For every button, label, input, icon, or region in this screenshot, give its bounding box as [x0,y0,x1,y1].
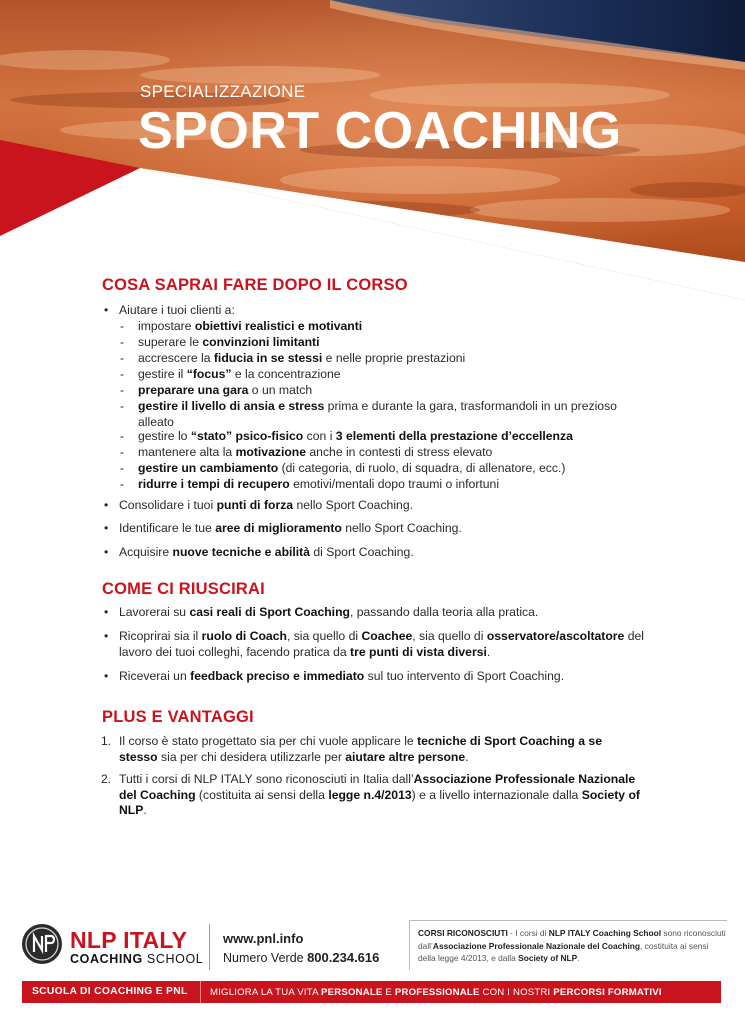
dash-marker: - [120,319,124,333]
bullet-dot: • [104,498,109,512]
list-item: Consolidare i tuoi punti di forza nello Sport Coaching. [119,498,413,512]
list-item: Riceverai un feedback preciso e immediato sul tuo intervento di Sport Coaching. [119,669,565,683]
section-heading-advantages: PLUS E VANTAGGI [102,708,254,726]
bullet-dot: • [104,521,109,535]
list-item: Ricoprirai sia il ruolo di Coach, sia quello di Coachee, sia quello di osservatore/ascoltatore del lavoro dei tuoi colleghi, facendo pratica da tre punti di vista diversi. [119,629,644,659]
list-item: preparare una gara o un match [138,383,313,397]
list-item: gestire lo “stato” psico-fisico con i 3 elementi della prestazione d’eccellenza [138,429,573,443]
recognized-courses-note: CORSI RICONOSCIUTI - I corsi di NLP ITALY Coaching School sono riconosciuti dall’Associazione Professionale Nazionale del Coaching, costituita ai sensi della legge 4/2013, e dalla Society of NLP. [409,920,727,970]
footer-banner [22,981,721,1003]
list-item: gestire un cambiamento (di categoria, di ruolo, di squadra, di allenatore, ecc.) [138,461,566,475]
toll-free-number[interactable] [223,950,379,965]
bullet-dot: • [104,303,109,317]
dash-marker: - [120,445,124,459]
section-heading-outcomes: COSA SAPRAI FARE DOPO IL CORSO [102,276,408,294]
phone-number: 800.234.616 [307,950,380,965]
bullet-dot: • [104,669,109,683]
list-item: gestire il livello di ansia e stress prima e durante la gara, trasformandoli in un prezioso alleato [138,399,617,429]
dash-marker: - [120,461,124,475]
section-heading-method: COME CI RIUSCIRAI [102,580,265,598]
dash-marker: - [120,367,124,381]
list-item: accrescere la fiducia in se stessi e nelle proprie prestazioni [138,351,466,365]
list-item: Identificare le tue aree di miglioramento nello Sport Coaching. [119,521,462,535]
hero-title: SPORT COACHING [138,102,622,160]
list-item: Lavorerai su casi reali di Sport Coaching, passando dalla teoria alla pratica. [119,605,539,619]
dash-marker: - [120,477,124,491]
list-item: ridurre i tempi di recupero emotivi/mentali dopo traumi o infortuni [138,477,500,491]
dash-marker: - [120,335,124,349]
section1-intro: Aiutare i tuoi clienti a: [119,303,235,317]
list-item: mantenere alta la motivazione anche in contesti di stress elevato [138,445,493,459]
phone-label: Numero Verde [223,951,308,965]
item-number: 2. [101,772,112,786]
bullet-dot: • [104,605,109,619]
school-tagline: SCUOLA DI COACHING E PNL [32,986,188,997]
brand-name: NLP ITALY [70,927,188,953]
hero-overtitle: SPECIALIZZAZIONE [140,82,306,101]
dash-marker: - [120,399,124,413]
bullet-dot: • [104,629,109,643]
footer-divider [209,924,210,970]
brand-sub-bold: COACHING [70,952,143,966]
website-link[interactable]: www.pnl.info [223,931,304,946]
dash-marker: - [120,351,124,365]
nlp-logo-icon [20,922,64,971]
list-item: Acquisire nuove tecniche e abilità di Sport Coaching. [119,545,414,559]
list-item: superare le convinzioni limitanti [138,335,320,349]
brand-subtitle [70,952,203,966]
dash-marker: - [120,429,124,443]
banner-divider [200,981,201,1003]
brand-sub-rest: SCHOOL [142,952,204,966]
item-number: 1. [101,734,112,748]
hero-banner [0,0,745,300]
numbered-item: Il corso è stato progettato sia per chi vuole applicare le tecniche di Sport Coaching a se stesso sia per chi desidera utilizzarle per aiutare altre persone. [119,734,602,764]
list-item: impostare obiettivi realistici e motivanti [138,319,363,333]
dash-marker: - [120,383,124,397]
promo-tagline: MIGLIORA LA TUA VITA PERSONALE E PROFESSIONALE CON I NOSTRI PERCORSI FORMATIVI [210,987,662,998]
bullet-dot: • [104,545,109,559]
list-item: gestire il “focus” e la concentrazione [138,367,341,381]
numbered-item: Tutti i corsi di NLP ITALY sono riconosciuti in Italia dall’Associazione Professionale Nazionale del Coaching (costituita ai sensi della legge n.4/2013) e a livello internazionale dalla Society of NLP. [119,772,640,818]
